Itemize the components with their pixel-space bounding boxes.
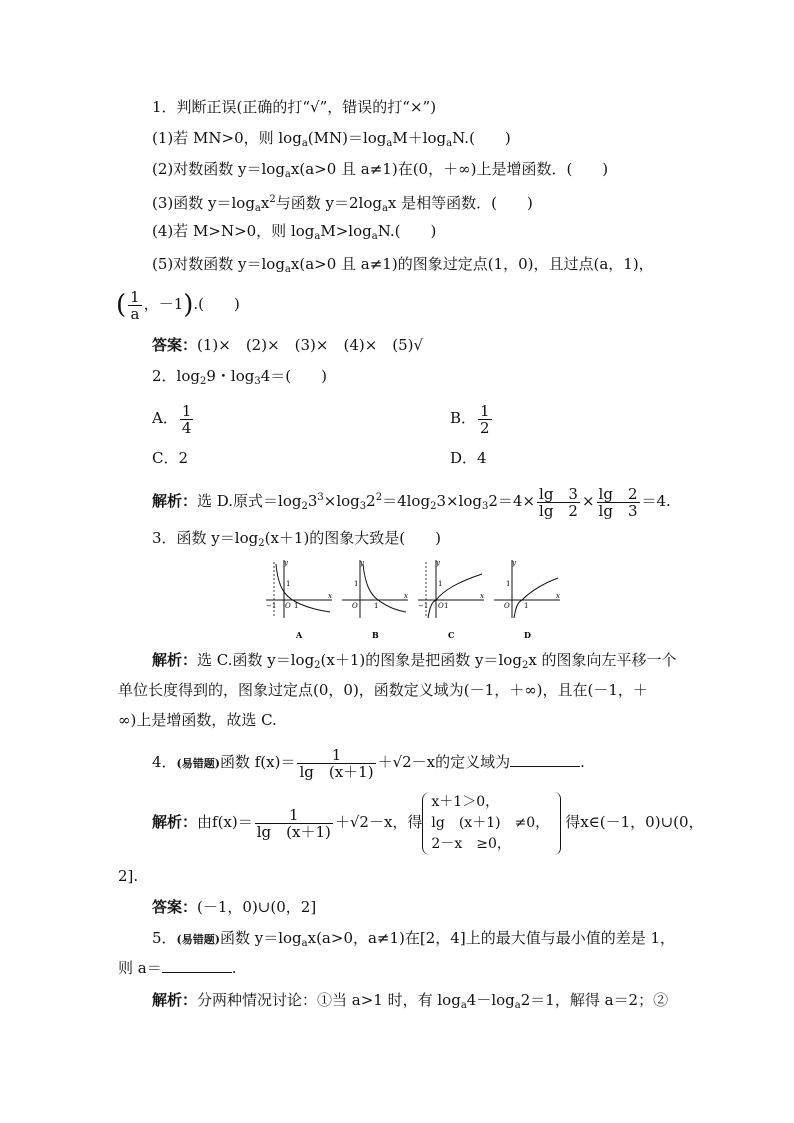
q2-solution: 解析：选 D.原式$=\log_23^3\times\log_32^2=4\log_23\times\log_32=4\times$ $\frac{\lg 3}{\lg 2}$ × $\frac{\lg 2}{\lg 3}$ ＝4. (152, 484, 671, 520)
svg-text:O: O (438, 602, 444, 610)
q5-line2: 则 a＝ . (118, 959, 237, 977)
graph-label-c: C (448, 630, 455, 640)
q4-solution-cont: 2]. (118, 867, 139, 885)
svg-text:x: x (328, 592, 332, 600)
svg-text:1: 1 (294, 602, 299, 610)
svg-text:1: 1 (438, 580, 443, 588)
svg-text:x: x (404, 592, 408, 600)
graph-option-b (338, 556, 414, 642)
svg-text:y: y (360, 559, 364, 567)
q2-option-b: B． $\frac{1}{2}$ (450, 401, 490, 437)
svg-text:1: 1 (444, 602, 449, 610)
graph-option-a (262, 556, 338, 642)
q3-solution: 解析：选 C.函数 $y=\log_2(x+1)$的图象是把函数 $y=\log_2x$ 的图象向左平移一个 (152, 651, 677, 671)
q4-title: 4．(易错题)函数 f(x)＝ $\frac{1}{\lg (x+1)}$ ＋√2－x的定义域为 . (152, 745, 585, 781)
svg-text:1: 1 (506, 580, 511, 588)
svg-text:x: x (480, 592, 484, 600)
q2-option-c: C．2 (152, 449, 189, 467)
svg-text:−1: −1 (266, 602, 277, 610)
q1-item-1: (1)若 MN>0，则 $\log_a(MN)=\log_aM+\log_aN$.( ) (152, 129, 511, 149)
answer-blank-q5 (162, 958, 232, 973)
svg-text:1: 1 (524, 602, 529, 610)
q3-title: 3．函数 $y=\log_2(x+1)$的图象大致是( ) (152, 529, 442, 549)
q3-solution-line3: ∞)上是增函数，故选 C. (118, 711, 277, 729)
q4-solution: 解析：由f(x)＝ $\frac{1}{\lg (x+1)}$ ＋√2－x，得 x＋1＞0， lg (x＋1) ≠0， 2－x ≥0， 得x∈(－1，0)∪(0， (152, 790, 704, 855)
fraction-1-over-a: $\frac{1}{a}$ (130, 287, 140, 323)
q2-title: 2．$\log_29$・$\log_34=$( ) (152, 367, 327, 387)
graph-option-d (490, 556, 566, 642)
answer-blank (510, 752, 580, 767)
svg-text:O: O (285, 602, 291, 610)
svg-text:−1: −1 (418, 602, 429, 610)
graph-label-d: D (524, 630, 531, 640)
q4-answer: 答案：(－1，0)∪(0，2] (152, 898, 317, 916)
equation-system: x＋1＞0， lg (x＋1) ≠0， 2－x ≥0， (422, 792, 549, 855)
q1-item-5: (5)对数函数 $y=\log_ax(a>0$ 且 a≠1)的图象过定点(1，0)，且过点(a，1)， (152, 255, 654, 275)
svg-text:y: y (512, 559, 516, 567)
q1-answer: 答案：(1)× (2)× (3)× (4)× (5)√ (152, 336, 424, 354)
q1-item-2: (2)对数函数 $y=\log_ax(a>0$ 且 a≠1)在(0，＋∞)上是增函数．( ) (152, 160, 609, 180)
svg-text:y: y (284, 559, 288, 567)
q1-title: 1．判断正误(正确的打“√”，错误的打“×”) (152, 98, 437, 116)
q3-solution-line2: 单位长度得到的，图象过定点(0，0)，函数定义域为(－1，＋∞)，且在(－1，＋ (118, 681, 648, 699)
graph-label-a: A (296, 630, 303, 640)
q1-item-5-cont: ( $\frac{1}{a}$ ，－1).( ) (116, 287, 240, 323)
q1-item-4: (4)若 M>N>0，则 $\log_aM>\log_aN$.( ) (152, 222, 437, 242)
svg-text:O: O (352, 602, 358, 610)
graph-option-c (414, 556, 490, 642)
svg-text:x: x (556, 592, 560, 600)
graph-label-b: B (372, 630, 379, 640)
svg-text:1: 1 (354, 580, 359, 588)
svg-text:1: 1 (286, 580, 291, 588)
q5-solution: 解析：分两种情况讨论：①当 a>1 时，有 $\log_a4-\log_a2=1$，解得 a＝2；② (152, 991, 669, 1011)
q5-title: 5．(易错题)函数 $y=\log_ax(a>0$，a≠1)在[2，4]上的最大值与最小值的差是 1， (152, 929, 676, 949)
q1-item-3: (3)函数 $y=\log_ax^2$与函数 $y=2\log_ax$ 是相等函数．( ) (152, 194, 533, 214)
q2-option-a: A． $\frac{1}{4}$ (152, 401, 192, 437)
svg-text:O: O (504, 602, 510, 610)
svg-text:y: y (436, 559, 440, 567)
svg-text:1: 1 (374, 602, 379, 610)
q2-option-d: D．4 (450, 449, 487, 467)
